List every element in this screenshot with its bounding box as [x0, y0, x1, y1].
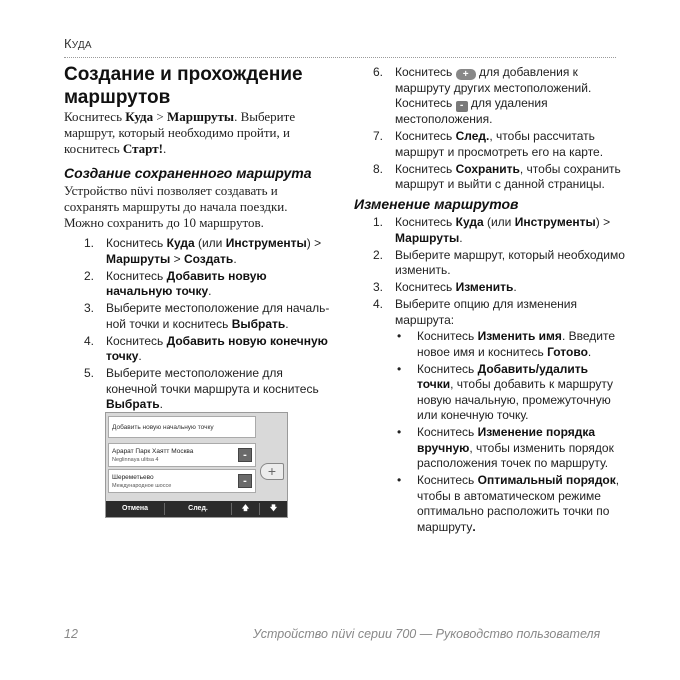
route-point-row[interactable]	[108, 443, 256, 467]
list-item: 3. Коснитесь Изменить.	[373, 280, 517, 294]
section-create-body: Устройство nüvi позволяет создавать и сохранять маршруты до начала поездки. Можно сохранить до 10 маршрутов.	[64, 183, 288, 230]
header-divider	[64, 57, 616, 58]
list-item: 7. Коснитесь След., чтобы рассчитать маршрут и просмотреть его на карте.	[373, 129, 604, 159]
remove-point-button[interactable]: -	[238, 448, 252, 462]
route-point-name: Шереметьево	[112, 474, 154, 481]
route-point-name: Арарат Парк Хаятт Москва	[112, 448, 194, 455]
list-item: 1. Коснитесь Куда (или Инструменты) > Маршруты > Создать.	[84, 236, 322, 266]
route-point-address: Международное шоссе	[112, 483, 172, 489]
list-item: 8. Коснитесь Сохранить, чтобы сохранить маршрут и выйти с данной страницы.	[373, 161, 621, 191]
scroll-up-icon[interactable]: 🡅	[241, 505, 250, 512]
scroll-down-icon[interactable]: 🡇	[269, 505, 278, 512]
device-screenshot	[105, 412, 288, 518]
intro-paragraph: Коснитесь Куда > Маршруты. Выберите маршрут, который необходимо пройти, и коснитесь Старт!.	[64, 109, 296, 156]
route-point-address: Neglinnaya ulitsa 4	[112, 457, 159, 463]
bottom-toolbar	[106, 501, 287, 517]
cancel-button[interactable]: Отмена	[121, 505, 149, 512]
next-button[interactable]: След.	[188, 505, 208, 512]
list-item: • Коснитесь Изменение порядка вручную, чтобы изменить порядок расположения точек по маршруту.	[397, 425, 614, 470]
list-item: 6. Коснитесь + для добавления к маршруту других местоположений. Коснитесь - для удаления местоположения.	[373, 65, 592, 126]
list-item: • Коснитесь Изменить имя. Введите новое имя и коснитесь Готово.	[397, 329, 615, 359]
list-item: • Коснитесь Оптимальный порядок, чтобы в автоматическом режиме оптимально расположить точки по маршруту.	[397, 473, 620, 534]
add-start-point-field[interactable]: Добавить новую начальную точку	[108, 416, 256, 438]
page-number: 12	[64, 627, 78, 641]
add-point-button[interactable]: +	[260, 463, 284, 480]
create-steps-list-continued	[373, 65, 625, 194]
create-steps-list	[84, 236, 330, 414]
running-head-initial: К	[64, 36, 72, 51]
edit-options-list	[395, 329, 625, 535]
page-title: Создание и прохождение маршрутов	[64, 64, 303, 108]
list-item: 2. Выберите маршрут, который необходимо изменить.	[373, 247, 625, 277]
route-point-row[interactable]	[108, 469, 256, 493]
edit-steps-list	[373, 215, 625, 537]
list-item: 1. Коснитесь Куда (или Инструменты) > Маршруты.	[373, 215, 611, 245]
list-item: 2. Коснитесь Добавить новую начальную точку.	[84, 268, 267, 298]
remove-point-button[interactable]: -	[238, 474, 252, 488]
footer-title: Устройство nüvi серии 700 — Руководство пользователя	[253, 627, 601, 641]
list-item: 3. Выберите местоположение для началь-ной точки и коснитесь Выбрать.	[84, 301, 330, 331]
running-head-rest: УДА	[71, 40, 92, 51]
plus-icon: +	[456, 69, 476, 80]
section-heading-edit: Изменение маршрутов	[354, 196, 519, 212]
section-heading-create: Создание сохраненного маршрута	[64, 165, 312, 181]
list-item: 4. Коснитесь Добавить новую конечную точку.	[84, 333, 328, 363]
minus-icon: -	[456, 101, 468, 112]
list-item: • Коснитесь Добавить/удалить точки, чтобы добавить к маршруту новую начальную, промежуточную или конечную точку.	[397, 361, 613, 422]
list-item: 4. Выберите опцию для изменения маршрута: • Коснитесь Изменить имя. Введите новое имя и коснитесь Готово. • Коснитесь Добавить/удалить точки, чтобы добавить к маршруту новую начальную, промежуточную или конечную точку. • Коснитесь Изменение порядка вручную, чтобы изменить порядок расположения точек по маршруту. • Коснитесь Оптимальный порядок, чтобы в автоматическом режиме оптимально расположить точки по маршруту.	[373, 297, 625, 535]
running-head	[64, 36, 92, 51]
list-item: 5. Выберите местоположение для конечной точки маршрута и коснитесь Выбрать.	[84, 366, 319, 411]
